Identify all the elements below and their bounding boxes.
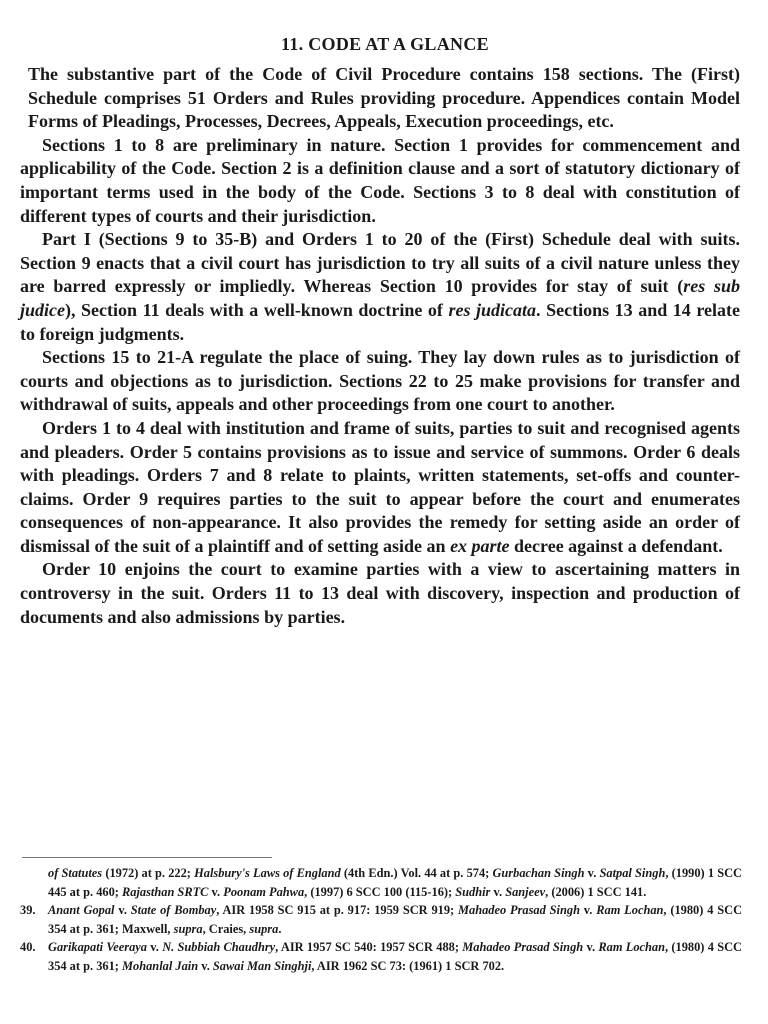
- footnote-divider: [22, 857, 272, 858]
- italic-run: Anant Gopal: [48, 903, 115, 918]
- italic-run: Sawai Man Singhji: [212, 958, 312, 973]
- italic-run: Rajasthan SRTC: [122, 884, 209, 899]
- italic-run: State of Bombay: [130, 903, 217, 918]
- footnote-number: [20, 864, 48, 901]
- paragraph: Sections 1 to 8 are preliminary in nature. Section 1 provides for commencement and applicability of the Code. Section 2 is a definition clause and a sort of statutory dictionary of important terms used in the body of the Code. Sections 3 to 8 deal with constitution of different types of courts and their jurisdiction.: [20, 134, 740, 226]
- paragraph: Sections 15 to 21-A regulate the place of suing. They lay down rules as to jurisdiction of courts and objections as to jurisdiction. Sections 22 to 25 make provisions for transfer and withdrawal of suits, appeals and other proceedings from one court to another.: [20, 347, 740, 415]
- italic-run: Mahadeo Prasad Singh: [458, 903, 580, 918]
- italic-run: Poonam Pahwa: [223, 884, 305, 899]
- italic-run: supra: [249, 921, 279, 936]
- footnote-number: 40.: [20, 940, 36, 955]
- footnote: [20, 901, 742, 938]
- paragraph: Order 10 enjoins the court to examine parties with a view to ascertaining matters in controversy in the suit. Orders 11 to 13 deal with discovery, inspection and production of documents and also admissions by parties.: [20, 559, 740, 627]
- italic-run: res judicata: [448, 299, 537, 320]
- footnote: [20, 938, 742, 975]
- italic-run: supra: [173, 921, 203, 936]
- italic-run: Halsbury's Laws of England: [194, 866, 341, 880]
- italic-run: Mohanlal Jain: [122, 958, 199, 973]
- footnotes: [20, 864, 742, 976]
- italic-run: Ram Lochan: [598, 940, 665, 955]
- footnote-text: of Statutes (1972) at p. 222; Halsbury's Laws of England (4th Edn.) Vol. 44 at p. 574; Gurbachan Singh v. Satpal Singh, (1990) 1 SCC 445 at p. 460; Rajasthan SRTC v. Poonam Pahwa, (1997) 6 SCC 100 (115-16); Sudhir v. Sanjeev, (2006) 1 SCC 141.: [48, 866, 743, 899]
- paragraph: Orders 1 to 4 deal with institution and frame of suits, parties to suit and recognised agents and pleaders. Order 5 contains provisions as to issue and service of summons. Order 6 deals with pleadings. Orders 7 and 8 relate to plaints, written statements, set-offs and counter-claims. Order 9 requires parties to the suit to appear before the court and enumerates consequences of non-appearance. It also provides the remedy for setting aside an order of dismissal of the suit of a plaintiff and of setting aside an ex parte decree against a defendant.: [20, 417, 740, 556]
- italic-run: N. Subbiah Chaudhry: [162, 940, 276, 955]
- italic-run: ex parte: [450, 535, 510, 556]
- footnote-text: Garikapati Veeraya v. N. Subbiah Chaudhry, AIR 1957 SC 540: 1957 SCR 488; Mahadeo Prasad Singh v. Ram Lochan, (1980) 4 SCC 354 at p. 361; Mohanlal Jain v. Sawai Man Singhji, AIR 1962 SC 73: (1961) 1 SCR 702.: [48, 940, 742, 973]
- italic-run: Mahadeo Prasad Singh: [462, 940, 584, 955]
- paragraph: Part I (Sections 9 to 35-B) and Orders 1 to 20 of the (First) Schedule deal with suits. Section 9 enacts that a civil court has jurisdiction to try all suits of a civil nature unless they are barred expressly or impliedly. Whereas Section 10 provides for stay of suit (res sub judice), Section 11 deals with a well-known doctrine of res judicata. Sections 13 and 14 relate to foreign judgments.: [20, 229, 741, 344]
- footnote-text: Anant Gopal v. State of Bombay, AIR 1958 SC 915 at p. 917: 1959 SCR 919; Mahadeo Prasad Singh v. Ram Lochan, (1980) 4 SCC 354 at p. 361; Maxwell, supra, Craies, supra.: [48, 903, 743, 936]
- section-heading: 11. CODE AT A GLANCE: [281, 34, 489, 54]
- italic-run: Sudhir: [455, 884, 491, 899]
- italic-run: res sub judice: [20, 276, 741, 320]
- body-text: [20, 63, 740, 629]
- italic-run: Garikapati Veeraya: [48, 940, 147, 955]
- italic-run: of Statutes: [48, 866, 103, 880]
- italic-run: Satpal Singh: [599, 866, 666, 880]
- paragraph: The substantive part of the Code of Civil Procedure contains 158 sections. The (First) Schedule comprises 51 Orders and Rules providing procedure. Appendices contain Model Forms of Pleadings, Processes, Decrees, Appeals, Execution proceedings, etc.: [28, 64, 740, 132]
- italic-run: Ram Lochan: [596, 903, 664, 918]
- footnote: [20, 864, 742, 901]
- italic-run: Gurbachan Singh: [492, 866, 585, 880]
- footnote-number: 39.: [20, 903, 36, 918]
- italic-run: Sanjeev: [505, 884, 546, 899]
